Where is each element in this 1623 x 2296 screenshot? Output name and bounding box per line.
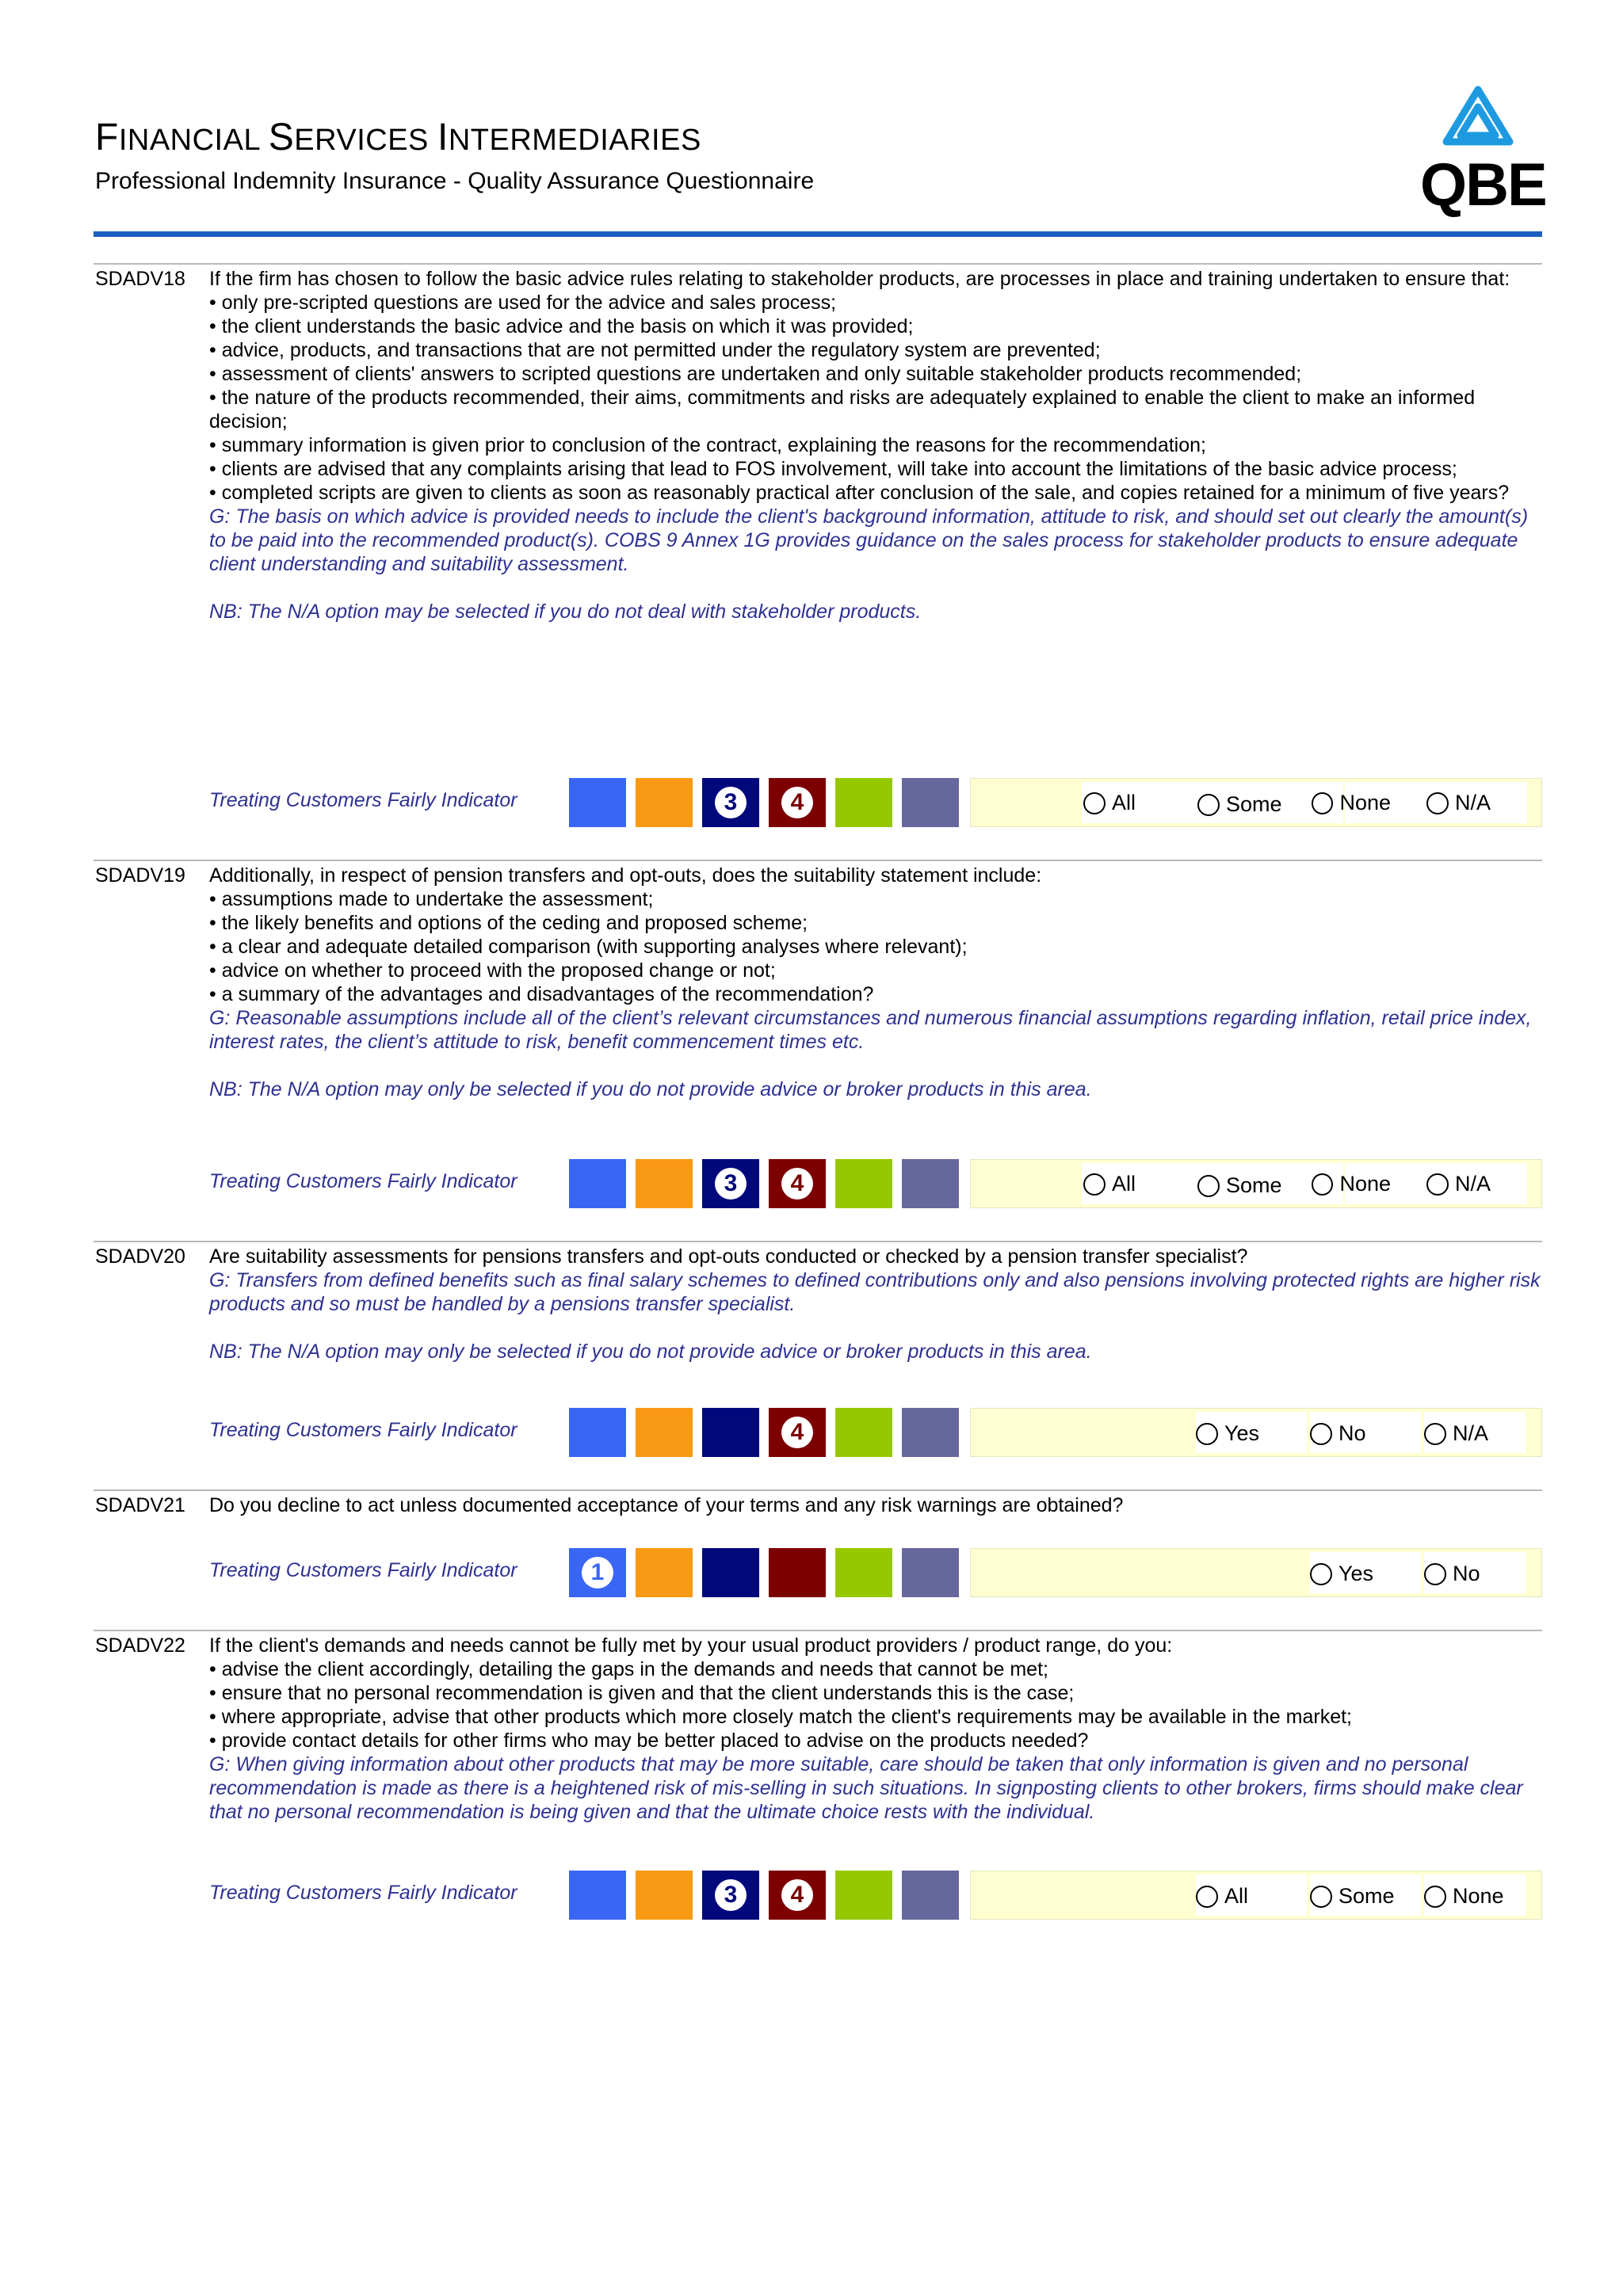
radio-no[interactable]: No	[1424, 1562, 1480, 1586]
question-id: SDADV19	[95, 864, 185, 887]
radio-circle-icon	[1083, 1173, 1106, 1196]
radio-some[interactable]: Some	[1197, 1173, 1282, 1198]
tcf-indicator-3	[702, 1871, 759, 1920]
question-text: If the firm has chosen to follow the basic advice rules relating to stakeholder products, are processes in place and training undertaken to ensure that: • only pre-scripted questions are used for the advice and sales process; • the client understands the basic advice and the basis on which it was provided; • advice, products, and transactions that are not permitted under the regulatory system are prevented; • assessment of clients' answers to scripted questions are undertaken and only suitable stakeholder products recommended; • the nature of the products recommended, their aims, commitments and risks are adequately explained to enable the client to make an informed decision; • summary information is given prior to conclusion of the contract, explaining the reasons for the recommendation; • clients are advised that any complaints arising that lead to FOS involvement, will take into account the limitations of the basic advice process; • completed scripts are given to clients as soon as reasonably practical after conclusion of the sale, and copies retained for a minimum of five years? G: The basis on which advice is provided needs to include the client's background information, attitude to risk, and should set out clearly the amount(s) to be paid into the recommended product(s). COBS 9 Annex 1G provides guidance on the sales process for stakeholder products to ensure adequate client understanding and suitability assessment. NB: The N/A option may be selected if you do not deal with stakeholder products.	[209, 267, 1544, 624]
radio-circle-icon	[1197, 1175, 1220, 1197]
radio-circle-icon	[1312, 792, 1333, 814]
guidance-text: G: Reasonable assumptions include all of the client’s relevant circumstances and numerous financial assumptions regarding inflation, retail price index, interest rates, the client’s attitude to risk, benefit commencement times etc.	[209, 1007, 1532, 1053]
radio-circle-icon	[1310, 1563, 1332, 1585]
radio-none[interactable]: None	[1424, 1884, 1504, 1909]
radio-some[interactable]: Some	[1197, 792, 1282, 817]
indicator-number: 1	[582, 1557, 613, 1589]
radio-circle-icon	[1426, 792, 1449, 814]
question-text: Are suitability assessments for pensions transfers and opt-outs conducted or checked by a pension transfer specialist? G: Transfers from defined benefits such as final salary schemes to defined contributions only and also pensions involving protected rights are higher risk products and so must be handled by a pensions transfer specialist. NB: The N/A option may only be selected if you do not provide advice or broker products in this area.	[209, 1245, 1544, 1363]
tcf-indicator-2	[636, 778, 693, 827]
radio-na[interactable]: N/A	[1426, 791, 1491, 815]
radio-circle-icon	[1197, 794, 1220, 816]
na-note: NB: The N/A option may only be selected if you do not provide advice or broker products in this area.	[209, 1341, 1092, 1363]
tcf-indicator-3	[702, 1548, 759, 1597]
question-divider	[94, 1630, 1542, 1631]
radio-circle-icon	[1424, 1423, 1446, 1445]
page-subtitle: Professional Indemnity Insurance - Quality Assurance Questionnaire	[95, 168, 815, 194]
radio-circle-icon	[1310, 1886, 1332, 1908]
radio-circle-icon	[1426, 1173, 1449, 1196]
radio-none[interactable]: None	[1312, 1172, 1391, 1196]
tcf-indicator-4	[769, 778, 826, 827]
tcf-indicator-2	[636, 1871, 693, 1920]
question-id: SDADV22	[95, 1634, 185, 1657]
qbe-logo-text: QBE	[1420, 151, 1546, 219]
radio-all[interactable]: All	[1196, 1884, 1248, 1909]
tcf-indicator-1	[569, 778, 626, 827]
guidance-text: G: Transfers from defined benefits such as final salary schemes to defined contributions only and also pensions involving protected rights are higher risk products and so must be handled by a pensions transfer specialist.	[209, 1269, 1541, 1315]
radio-all[interactable]: All	[1083, 791, 1136, 815]
radio-circle-icon	[1312, 1173, 1333, 1196]
tcf-indicator-1	[569, 1159, 626, 1208]
tcf-indicator-label: Treating Customers Fairly Indicator	[209, 1882, 517, 1904]
tcf-indicator-5	[835, 1548, 892, 1597]
tcf-indicator-2	[636, 1159, 693, 1208]
header-divider	[94, 231, 1542, 237]
tcf-indicator-3	[702, 1159, 759, 1208]
question-divider	[94, 1241, 1542, 1242]
radio-some[interactable]: Some	[1310, 1884, 1395, 1909]
indicator-number: 4	[781, 1417, 813, 1448]
tcf-indicator-label: Treating Customers Fairly Indicator	[209, 1170, 517, 1192]
tcf-indicator-1	[569, 1871, 626, 1920]
tcf-indicator-label: Treating Customers Fairly Indicator	[209, 1419, 517, 1441]
tcf-indicator-3	[702, 778, 759, 827]
radio-yes[interactable]: Yes	[1196, 1421, 1259, 1446]
tcf-indicator-6	[902, 1159, 959, 1208]
tcf-indicator-1	[569, 1548, 626, 1597]
indicator-number: 4	[781, 1168, 813, 1199]
radio-na[interactable]: N/A	[1424, 1421, 1488, 1446]
radio-circle-icon	[1196, 1886, 1218, 1908]
tcf-indicator-4	[769, 1408, 826, 1457]
radio-na[interactable]: N/A	[1426, 1172, 1491, 1196]
question-divider	[94, 1489, 1542, 1491]
question-id: SDADV20	[95, 1245, 185, 1268]
question-divider	[94, 860, 1542, 861]
tcf-indicator-5	[835, 1159, 892, 1208]
radio-circle-icon	[1083, 792, 1106, 814]
tcf-indicator-label: Treating Customers Fairly Indicator	[209, 1559, 517, 1581]
indicator-number: 3	[715, 1879, 747, 1911]
tcf-indicator-3	[702, 1408, 759, 1457]
tcf-indicator-6	[902, 1408, 959, 1457]
guidance-text: G: The basis on which advice is provided needs to include the client's background information, attitude to risk, and should set out clearly the amount(s) to be paid into the recommended product(s). COBS 9 Annex 1G provides guidance on the sales process for stakeholder products to ensure adequate client understanding and suitability assessment.	[209, 505, 1529, 575]
radio-circle-icon	[1424, 1563, 1446, 1585]
tcf-indicator-4	[769, 1159, 826, 1208]
tcf-indicator-2	[636, 1548, 693, 1597]
na-note: NB: The N/A option may be selected if you do not deal with stakeholder products.	[209, 601, 922, 623]
tcf-indicator-1	[569, 1408, 626, 1457]
tcf-indicator-4	[769, 1871, 826, 1920]
tcf-indicator-6	[902, 1871, 959, 1920]
radio-yes[interactable]: Yes	[1310, 1562, 1373, 1586]
indicator-number: 3	[715, 787, 747, 818]
indicator-number: 4	[781, 1879, 813, 1911]
tcf-indicator-2	[636, 1408, 693, 1457]
tcf-indicator-5	[835, 778, 892, 827]
tcf-indicator-5	[835, 1408, 892, 1457]
tcf-indicator-6	[902, 778, 959, 827]
guidance-text: G: When giving information about other products that may be more suitable, care should be taken that only information is given and no personal recommendation is made as there is a heightened risk of mis-selling in such situations. In signposting clients to other brokers, firms should make clear that no personal recommendation is being given and that the ultimate choice rests with the individual.	[209, 1753, 1523, 1823]
page-title: FINANCIAL SERVICES INTERMEDIARIES	[95, 116, 701, 158]
indicator-number: 3	[715, 1168, 747, 1199]
question-text: If the client's demands and needs cannot be fully met by your usual product providers / product range, do you: • advise the client accordingly, detailing the gaps in the demands and needs that cannot be met; • ensure that no personal recommendation is given and that the client understands this is the case; • where appropriate, advise that other products which more closely match the client's requirements may be available in the market; • provide contact details for other firms who may be better placed to advise on the products needed? G: When giving information about other products that may be more suitable, care should be taken that only information is given and no personal recommendation is made as there is a heightened risk of mis-selling in such situations. In signposting clients to other brokers, firms should make clear that no personal recommendation is being given and that the ultimate choice rests with the individual.	[209, 1634, 1544, 1824]
radio-circle-icon	[1310, 1423, 1332, 1445]
question-id: SDADV18	[95, 268, 185, 290]
question-text: Additionally, in respect of pension transfers and opt-outs, does the suitability statement include: • assumptions made to undertake the assessment; • the likely benefits and options of the ceding and proposed scheme; • a clear and adequate detailed comparison (with supporting analyses where relevant); • advice on whether to proceed with the proposed change or not; • a summary of the advantages and disadvantages of the recommendation? G: Reasonable assumptions include all of the client’s relevant circumstances and numerous financial assumptions regarding inflation, retail price index, interest rates, the client’s attitude to risk, benefit commencement times etc. NB: The N/A option may only be selected if you do not provide advice or broker products in this area.	[209, 864, 1544, 1101]
radio-all[interactable]: All	[1083, 1172, 1136, 1196]
radio-no[interactable]: No	[1310, 1421, 1366, 1446]
tcf-indicator-5	[835, 1871, 892, 1920]
radio-none[interactable]: None	[1312, 791, 1391, 815]
question-divider	[94, 263, 1542, 265]
indicator-number: 4	[781, 787, 813, 818]
na-note: NB: The N/A option may only be selected if you do not provide advice or broker products in this area.	[209, 1078, 1092, 1100]
tcf-indicator-label: Treating Customers Fairly Indicator	[209, 789, 517, 811]
tcf-indicator-4	[769, 1548, 826, 1597]
question-id: SDADV21	[95, 1494, 185, 1516]
question-text: Do you decline to act unless documented acceptance of your terms and any risk warnings are obtained?	[209, 1494, 1124, 1516]
radio-circle-icon	[1424, 1886, 1446, 1908]
tcf-indicator-6	[902, 1548, 959, 1597]
radio-circle-icon	[1196, 1423, 1218, 1445]
